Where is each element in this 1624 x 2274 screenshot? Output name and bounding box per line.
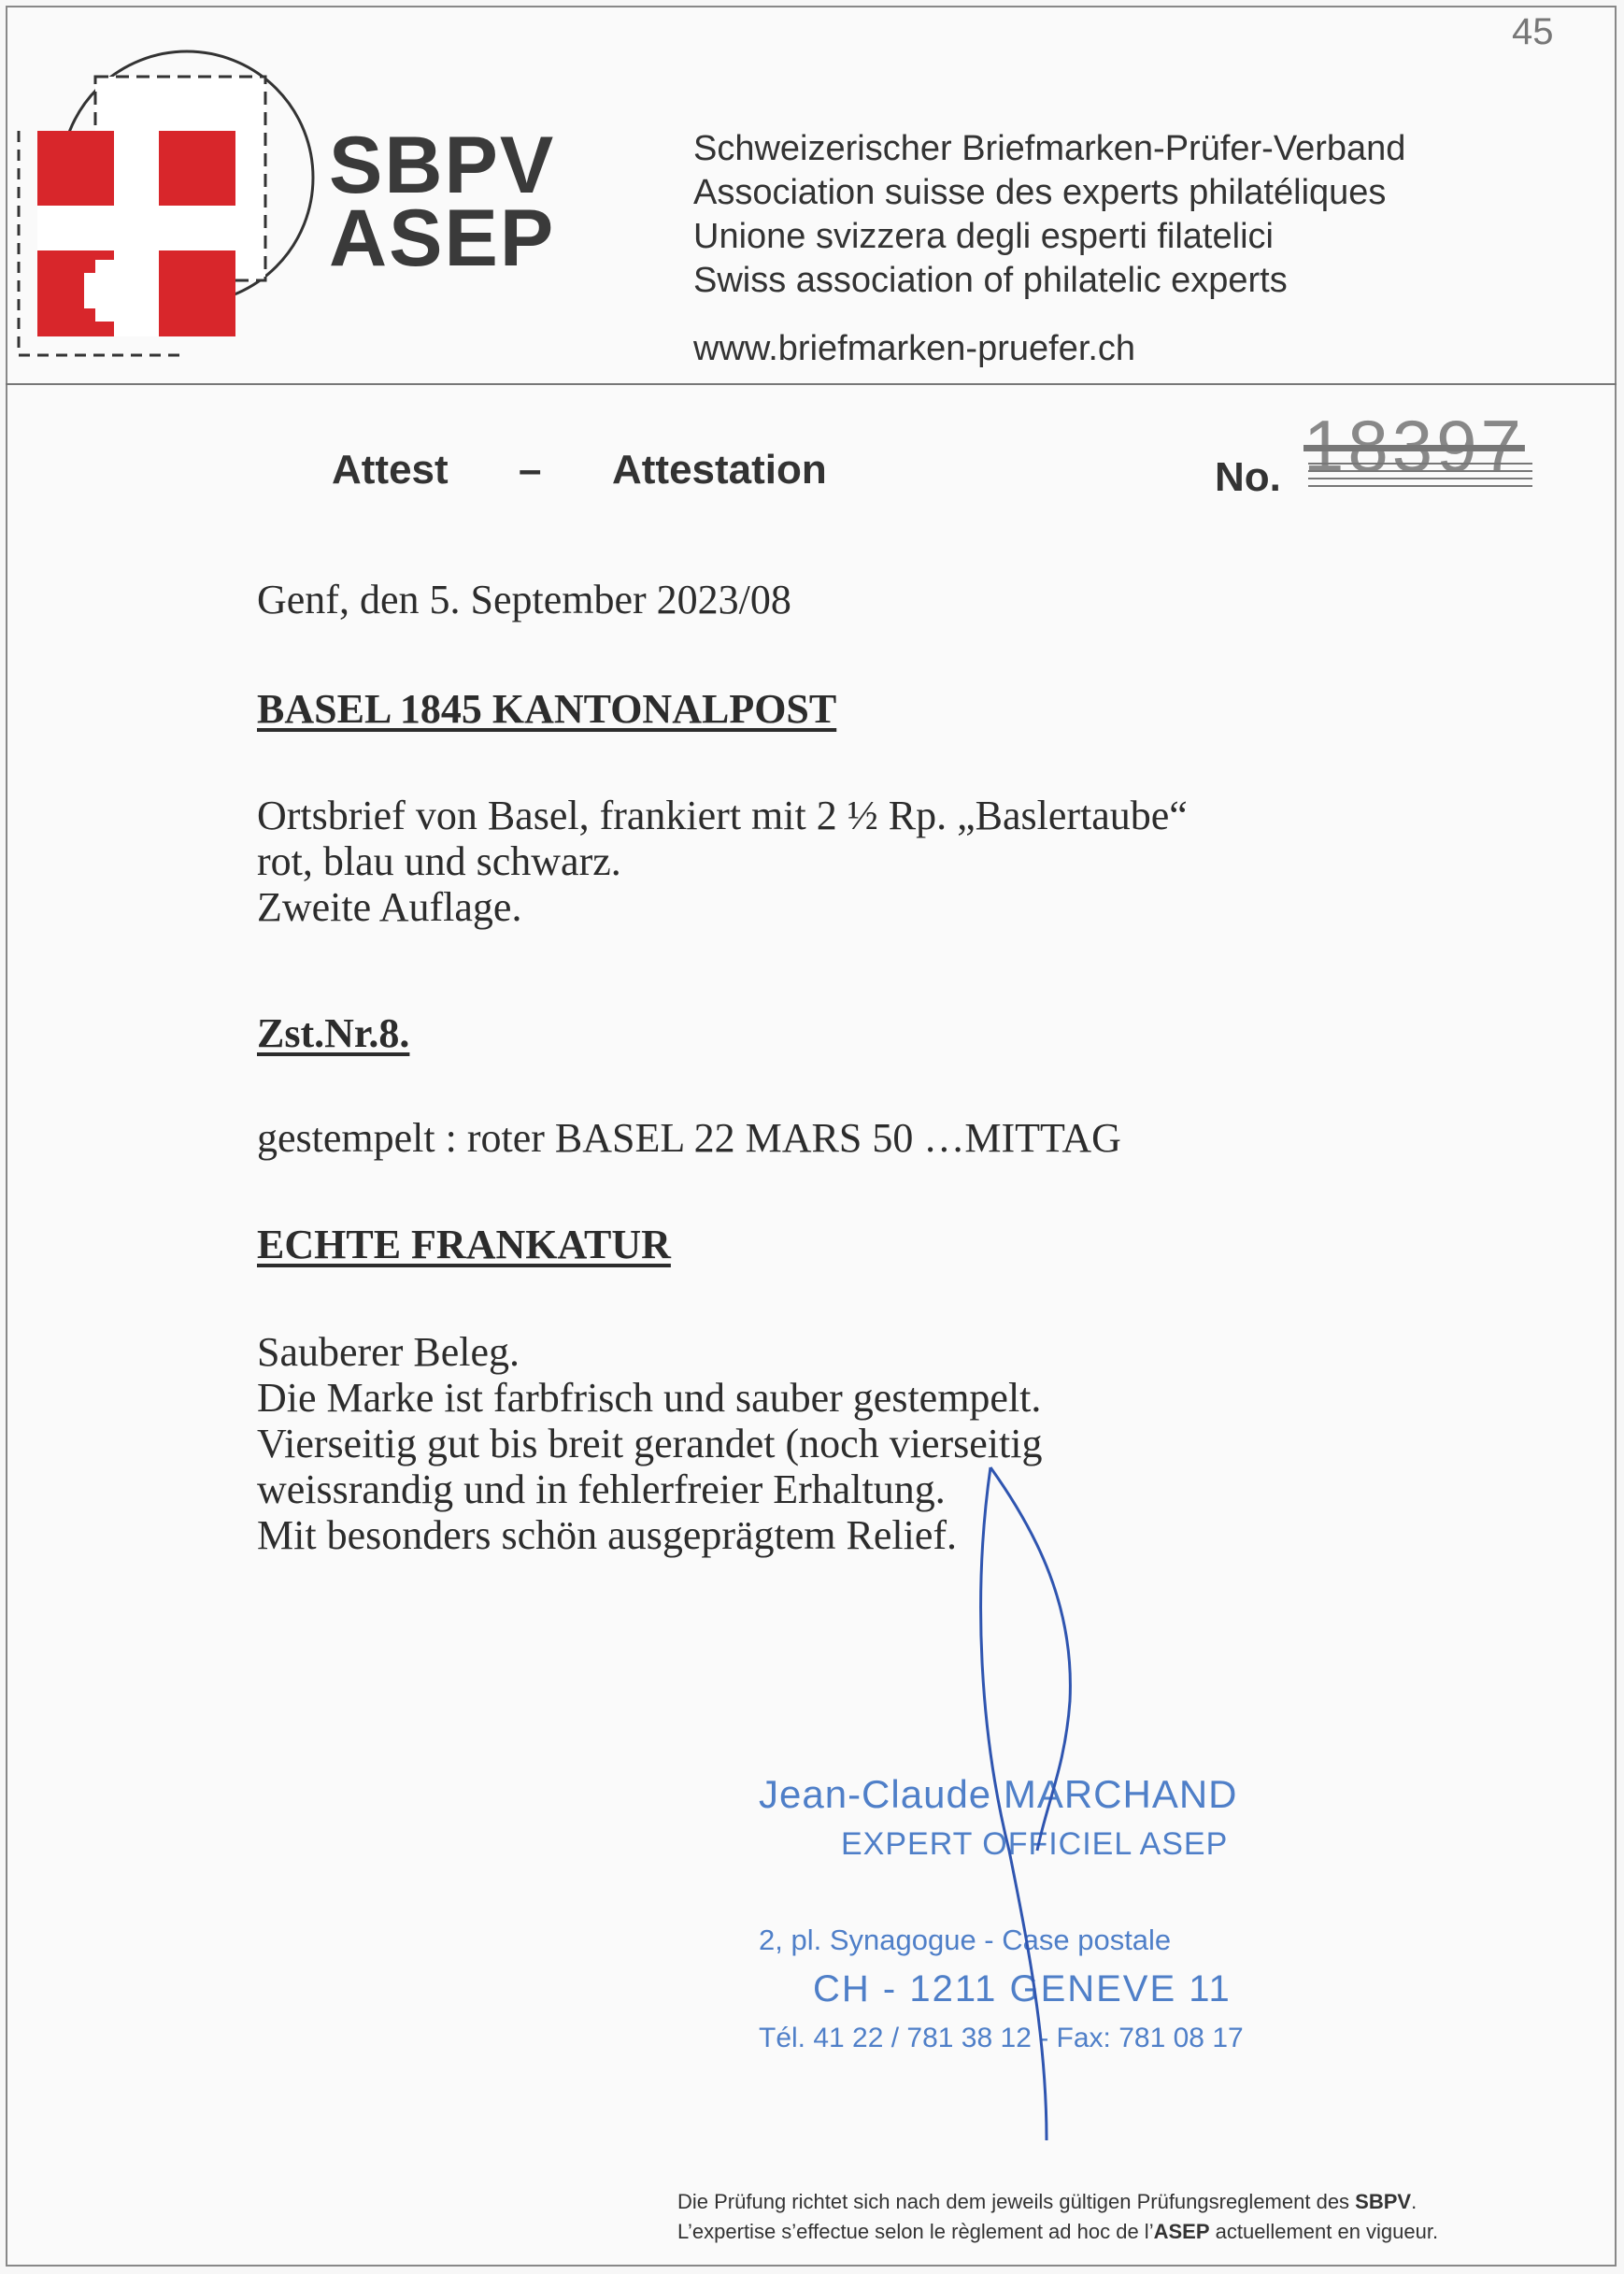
header-divider <box>6 383 1617 385</box>
expert-title: EXPERT OFFICIEL ASEP <box>841 1826 1229 1862</box>
verdict-heading: ECHTE FRANKATUR <box>257 1222 671 1267</box>
association-names <box>693 127 1405 303</box>
brand-sbpv: SBPV <box>329 121 556 210</box>
description-line: Zweite Auflage. <box>257 884 522 930</box>
association-name-fr: Association suisse des experts philatéliques <box>693 173 1387 212</box>
condition-line: Vierseitig gut bis breit gerandet (noch vierseitig <box>257 1421 1043 1466</box>
expert-city: CH - 1211 GENEVE 11 <box>813 1968 1232 2009</box>
condition-line: Mit besonders schön ausgeprägtem Relief. <box>257 1512 958 1558</box>
title-dash: – <box>519 447 542 493</box>
description-line: Ortsbrief von Basel, frankiert mit 2 ½ Rp. „Baslertaube“ <box>257 793 1188 838</box>
signature-icon <box>953 1458 1103 2150</box>
stamp-issue-heading: BASEL 1845 KANTONALPOST <box>257 686 837 732</box>
brand-asep: ASEP <box>329 193 556 283</box>
association-name-it: Unione svizzera degli esperti filatelici <box>693 217 1274 256</box>
footer-notice <box>677 2187 1438 2247</box>
certificate-number-label: No. <box>1215 454 1281 500</box>
place-date: Genf, den 5. September 2023/08 <box>257 577 791 622</box>
website-link[interactable]: www.briefmarken-pruefer.ch <box>693 329 1136 368</box>
expert-phone: Tél. 41 22 / 781 38 12 - Fax: 781 08 17 <box>759 2023 1244 2053</box>
expert-address: 2, pl. Synagogue - Case postale <box>759 1924 1172 1956</box>
footer-line-de: Die Prüfung richtet sich nach dem jeweils gültigen Prüfungsreglement des SBPV. <box>677 2190 1417 2213</box>
description-line: rot, blau und schwarz. <box>257 838 621 884</box>
association-name-en: Swiss association of philatelic experts <box>693 261 1288 300</box>
handwritten-corner-mark: 45 <box>1512 11 1554 52</box>
expert-name: Jean-Claude MARCHAND <box>759 1772 1238 1816</box>
footer-line-fr: L’expertise s’effectue selon le règlement ad hoc de l’ASEP actuellement en vigueur. <box>677 2220 1439 2243</box>
catalog-reference: Zst.Nr.8. <box>257 1010 410 1056</box>
item-description <box>257 793 1188 930</box>
sbpv-logo-icon <box>0 0 336 374</box>
title-attest: Attest <box>332 447 449 493</box>
brand-name <box>329 121 556 283</box>
condition-description <box>257 1329 1042 1558</box>
condition-line: Die Marke ist farbfrisch und sauber gestempelt. <box>257 1375 1042 1421</box>
cancellation-note: gestempelt : roter BASEL 22 MARS 50 …MITTAG <box>257 1115 1121 1161</box>
association-name-de: Schweizerischer Briefmarken-Prüfer-Verband <box>693 129 1406 168</box>
condition-line: weissrandig und in fehlerfreier Erhaltung. <box>257 1466 946 1512</box>
title-attestation: Attestation <box>612 447 827 493</box>
certificate-number: 18397 <box>1303 405 1525 487</box>
condition-line: Sauberer Beleg. <box>257 1329 520 1375</box>
number-field-lines <box>1308 458 1532 495</box>
